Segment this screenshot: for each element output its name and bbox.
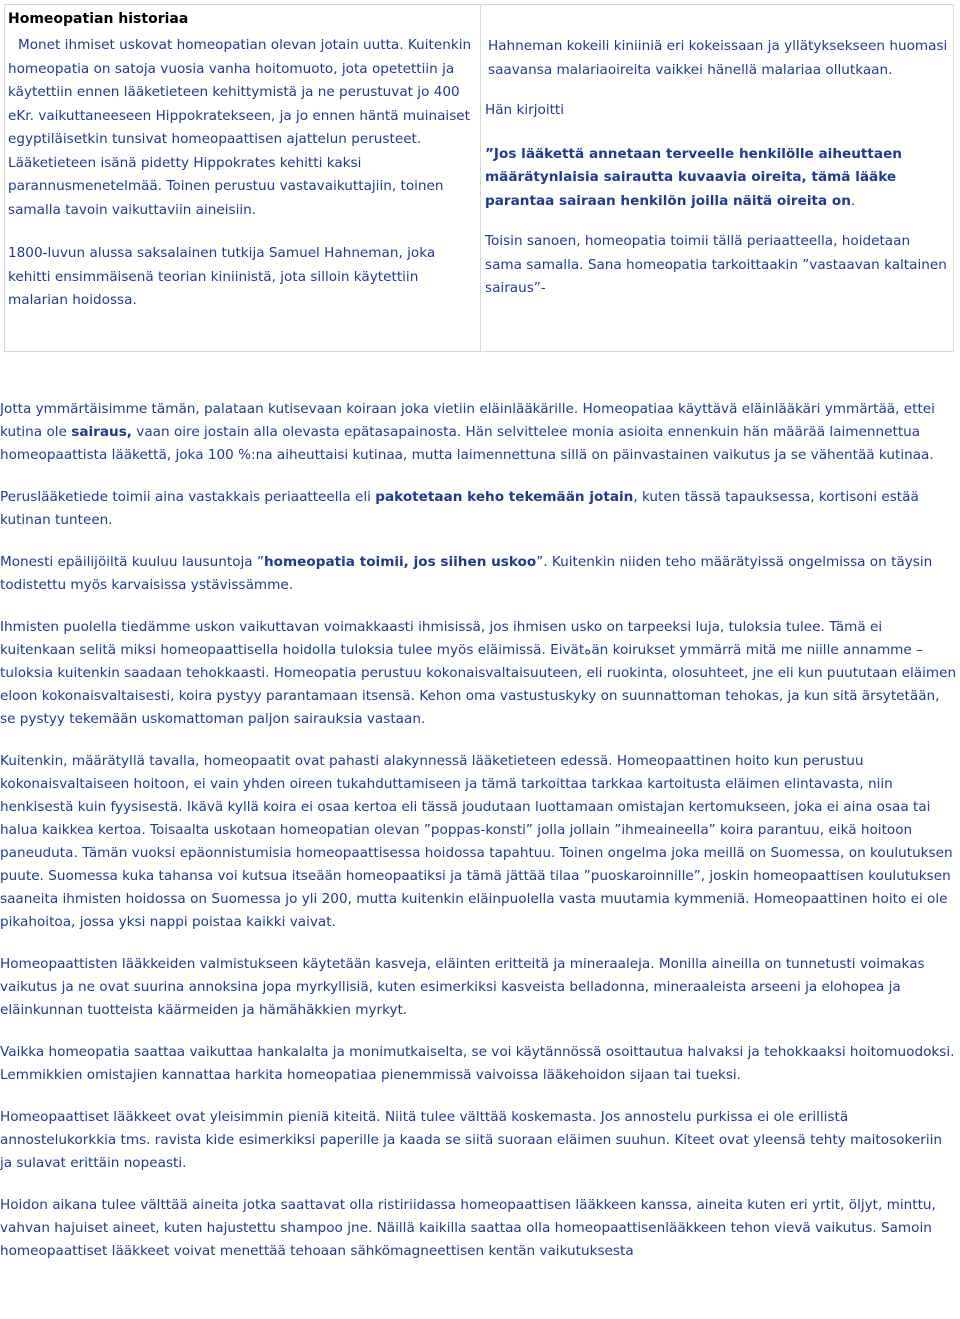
section-title: Homeopatian historiaa xyxy=(8,11,189,27)
history-table xyxy=(4,4,954,352)
history-paragraph-2: 1800-luvun alussa saksalainen tutkija Samuel Hahneman, joka kehitti ensimmäisenä teorian kiniinistä, jota silloin käytettiin malarian hoidossa. xyxy=(8,245,436,308)
p1-c: vaan oire jostain alla olevasta epätasapainosta. xyxy=(136,424,462,440)
p2-a: Peruslääketiede toimii aina vastakkais periaatteella eli xyxy=(0,489,371,505)
paragraph-ingredients xyxy=(0,953,958,1022)
p5-e: Tämän vuoksi epäonnistumisia homeopaattisessa hoidossa tapahtuu. Toinen ongelma joka meillä on Suomessa, on koulutuksen puute. xyxy=(0,845,953,884)
paragraph-cost-effective xyxy=(0,1041,958,1087)
history-p1-b: vaikuttaneeseen Hippokratekseen, ja jo ennen häntä muinaiset egyptiläisetkin tunsivat homeopaattisen ajattelun perusteet. xyxy=(8,107,470,147)
p5-f: Suomessa kuka tahansa voi kutsua itseään homeopaatiksi ja tämä jättää tilaa ”puoskaroinnille”, joskin homeopaattisen koulutuksen saaneita ihmisten hoidossa on Suomessa jo yli 200, mutta kuitenkin eläinpuolella vasta muutamia kymmeniä. xyxy=(0,868,951,907)
paragraph-conventional-medicine xyxy=(0,486,958,532)
history-right-p1: Hahneman kokeili kiniiniä eri kokeissaan ja yllätyksekseen huomasi saavansa malariaoireita vaikkei hänellä malariaa ollutkaan. xyxy=(488,38,948,78)
history-right-p2: Hän kirjoitti xyxy=(485,102,565,118)
p7-b: Lemmikkien omistajien kannattaa harkita homeopatiaa pienemmissä vaivoissa lääkehoidon sijaan tai tueksi. xyxy=(0,1067,742,1083)
paragraph-itching-dog xyxy=(0,398,958,467)
quote-text: ”Jos lääkettä annetaan terveelle henkilölle aiheuttaen määrätynlaisia sairautta kuvaavia oireita, tämä lääke parantaa sairaan henkilön joilla näitä oireita on xyxy=(485,145,902,209)
p4-b: Eivätهän koirukset ymmärrä mitä me niille annamme – tuloksia kuitenkin saadaan tehokkaasti. xyxy=(0,642,923,681)
p5-d: Toisaalta uskotaan homeopatian olevan ”poppas-konsti” jolla jollain ”ihmeaineella” koira parantuu, eikä hoitoon paneuduta. xyxy=(0,822,913,861)
p6-a: Homeopaattisten lääkkeiden valmistukseen käytetään kasveja, eläinten eritteitä ja mineraaleja. xyxy=(0,956,655,972)
paragraph-crystals xyxy=(0,1106,958,1175)
p9-a: Hoidon aikana tulee välttää aineita jotka saattavat olla ristiriidassa homeopaattisen lääkkeen kanssa, aineita kuten eri yrtit, öljyt, minttu, vahvan hajuiset aineet, kuten hajustettu shampoo jne. xyxy=(0,1197,936,1236)
history-p1-c: Lääketieteen isänä pidetty Hippokrates kehitti kaksi parannusmenetelmää. Toinen perustuu vastavaikuttajiin, toinen samalla tavoin vaikuttaviin aineisiin. xyxy=(8,154,444,218)
p1-b: Homeopatiaa käyttävä eläinlääkäri ymmärtää, ettei kutina ole xyxy=(0,401,935,440)
history-left-column xyxy=(5,5,481,351)
p3-bold: homeopatia toimii, jos siihen uskoo xyxy=(263,554,537,570)
p5-b: Homeopaattinen hoito kun perustuu kokonaisvaltaiseen hoitoon, ei vain yhden oireen tukahduttamiseen ja tämä tarkoittaa tarkkaa kartoitusta eläimen elintavasta, niin henkisestä kuin fyysisestä. xyxy=(0,753,893,815)
p5-g: Homeopaattinen hoito ei ole pikahoitoa, jossa yksi nappi poistaa kaikki vaivat. xyxy=(0,891,948,930)
history-paragraph-1 xyxy=(8,34,476,222)
p3-a: Monesti epäilijöiltä kuuluu lausuntoja ” xyxy=(0,554,264,570)
p4-c: Homeopatia perustuu kokonaisvaltaisuuteen, eli ruokinta, olosuhteet, jne eli kun puututaan eläimen eloon kokonaisvaltaisesti, koira pystyy parantamaan itsensä. Kehon oma vastustuskyky on suunnattoman tehokas, ja kun sitä ärsytetään, se pystyy tekemään uskomattoman paljon sairauksia vastaan. xyxy=(0,665,957,727)
history-p1-a: Monet ihmiset uskovat homeopatian olevan jotain uutta. Kuitenkin homeopatia on satoja vuosia vanha hoitomuoto, jota opetettiin ja käytettiin ennen lääketieteen kehittymistä ja ne perustuvat jo 400 eKr. xyxy=(8,37,472,124)
p5-a: Kuitenkin, määrätyllä tavalla, homeopaatit ovat pahasti alakynnessä lääketieteen edessä. xyxy=(0,753,613,769)
p2-bold: pakotetaan keho tekemään jotain xyxy=(375,489,634,505)
p8-b: Niitä tulee välttää koskemasta. xyxy=(384,1109,597,1125)
p6-b: Monilla aineilla on tunnetusti voimakas vaikutus ja ne ovat suurina annoksina jopa myrkyllisiä, kuten esimerkiksi kasveista belladonna, mineraaleista arseeni ja elohopea ja eläinkunnan tuotteista käärmeiden ja hämähäkkien myrkyt. xyxy=(0,956,925,1018)
p2-b: , kuten tässä tapauksessa, kortisoni estää kutinan tunteen. xyxy=(0,489,919,528)
paragraph-belief xyxy=(0,616,958,731)
paragraph-challenges xyxy=(0,750,958,934)
p3-b: ”. Kuitenkin niiden teho määrätyissä ongelmissa on täysin todistettu myös karvaisissa ystävissämme. xyxy=(0,554,933,593)
main-article xyxy=(0,398,958,1282)
p4-a: Ihmisten puolella tiedämme uskon vaikuttavan voimakkaasti ihmisissä, jos ihmisen usko on tarpeeksi luja, tuloksia tulee. Tämä ei kuitenkaan selitä miksi homeopaattisella hoidolla tuloksia tulee myös eläimissä. xyxy=(0,619,883,658)
p8-c: Jos annostelu purkissa ei ole erillistä annostelukorkkia tms. ravista kide esimerkiksi paperille ja kaada se siitä suoraan eläimen suuhun. xyxy=(0,1109,849,1148)
p5-c: Ikävä kyllä koira ei osaa kertoa eli tässä joudutaan luottamaan omistajan kertomukseen, joka ei aina osaa tai halua kaikkea kertoa. xyxy=(0,799,931,838)
p7-a: Vaikka homeopatia saattaa vaikuttaa hankalalta ja monimutkaiselta, se voi käytännössä osoittautua halvaksi ja tehokkaaksi hoitomuodoksi. xyxy=(0,1044,955,1060)
history-right-p3-b: Sana homeopatia tarkoittaakin ”vastaavan kaltainen sairaus”- xyxy=(485,256,947,296)
p1-a: Jotta ymmärtäisimme tämän, palataan kutisevaan koiraan joka vietiin eläinlääkärille. xyxy=(0,401,579,417)
p8-a: Homeopaattiset lääkkeet ovat yleisimmin pieniä kiteitä. xyxy=(0,1109,381,1125)
history-right-p3 xyxy=(485,230,949,301)
p1-bold: sairaus, xyxy=(71,424,132,440)
paragraph-avoid-substances xyxy=(0,1194,958,1263)
p8-d: Kiteet ovat yleensä tehty maitosokeriin ja sulavat erittäin nopeasti. xyxy=(0,1132,942,1171)
p9-b: Näillä kaikilla saattaa olla homeopaattisenlääkkeen tehon vievä vaikutus. xyxy=(376,1220,877,1236)
history-right-column xyxy=(481,5,953,351)
history-right-p3-a: Toisin sanoen, homeopatia toimii tällä periaatteella, hoidetaan sama samalla. xyxy=(485,233,911,273)
hahneman-quote xyxy=(485,143,949,214)
quote-end: . xyxy=(850,192,856,209)
p9-c: Samoin homeopaattiset lääkkeet voivat menettää tehoaan sähkömagneettisen kentän vaikutuksesta xyxy=(0,1220,932,1259)
p1-d: Hän selvittelee monia asioita ennenkuin hän määrää laimennettua homeopaattista lääkettä, joka 100 %:na aiheuttaisi kutinaa, mutta laimennettuna sillä on päinvastainen vaikutus ja se vähentää kutinaa. xyxy=(0,424,934,463)
paragraph-skeptics xyxy=(0,551,958,597)
